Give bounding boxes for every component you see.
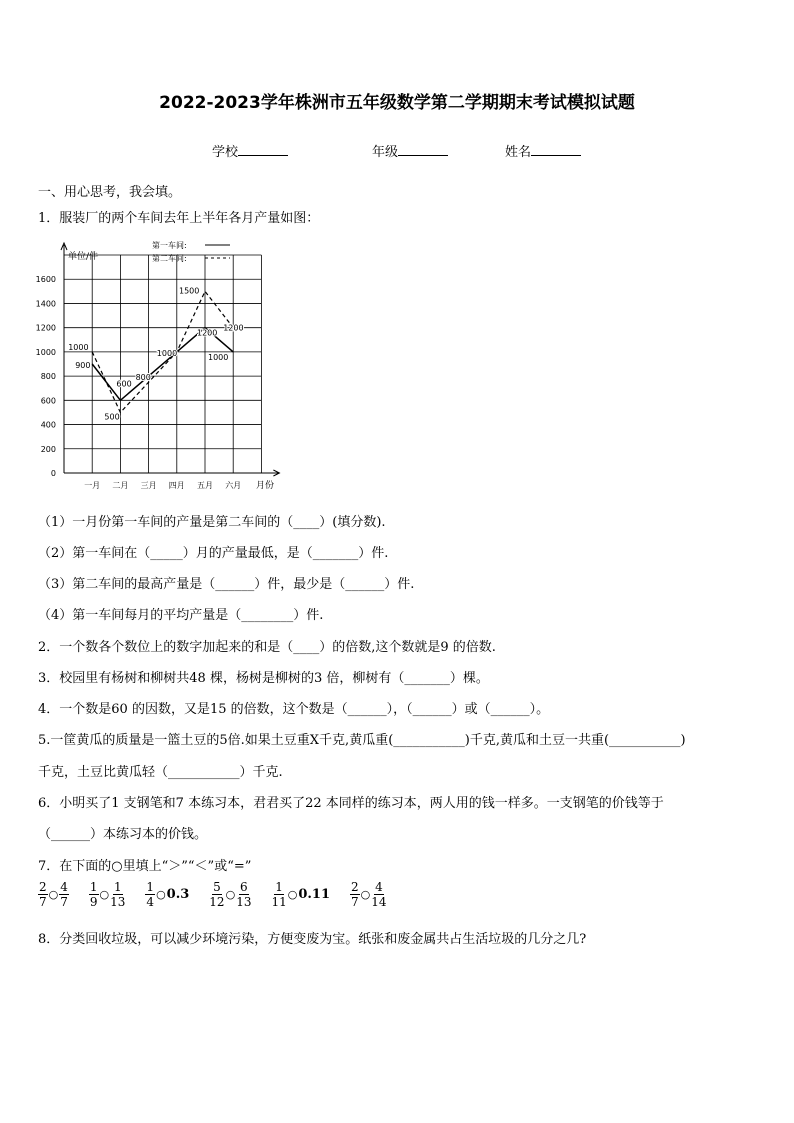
y-tick-label: 200 bbox=[40, 444, 56, 454]
name-blank[interactable] bbox=[531, 143, 581, 156]
compare-circle[interactable]: ○ bbox=[99, 888, 110, 901]
fraction bbox=[89, 880, 99, 909]
y-tick-label: 400 bbox=[40, 420, 56, 430]
school-blank[interactable] bbox=[238, 143, 288, 156]
x-tick-label: 四月 bbox=[168, 481, 185, 490]
question-1-4: （4）第一车间每月的平均产量是（________）件. bbox=[38, 608, 324, 623]
data-labels bbox=[68, 286, 243, 421]
x-tick-label: 一月 bbox=[84, 481, 101, 490]
comparison-item bbox=[209, 880, 251, 909]
grade-label: 年级 bbox=[372, 145, 399, 160]
compare-circle[interactable]: ○ bbox=[360, 888, 371, 901]
question-6-line-2: （______）本练习本的价钱。 bbox=[38, 827, 208, 842]
fraction bbox=[271, 880, 286, 909]
x-axis-label: 月份 bbox=[256, 481, 275, 491]
denominator: 7 bbox=[351, 895, 359, 909]
x-tick-label: 六月 bbox=[225, 481, 242, 490]
question-1-1: （1）一月份第一车间的产量是第二车间的（____）(填分数). bbox=[38, 515, 386, 530]
comparison-item bbox=[89, 880, 126, 909]
section-heading: 一、用心思考，我会填。 bbox=[38, 185, 182, 200]
question-5-line-2: 千克，土豆比黄瓜轻（___________）千克. bbox=[38, 765, 283, 780]
y-tick-label: 1400 bbox=[35, 299, 56, 309]
comparison-item bbox=[350, 880, 387, 909]
denominator: 11 bbox=[271, 895, 287, 909]
data-label: 1000 bbox=[68, 342, 89, 352]
chart-axes bbox=[61, 243, 279, 476]
chart-legend bbox=[152, 240, 230, 263]
denominator: 7 bbox=[39, 895, 47, 909]
fraction bbox=[371, 880, 386, 909]
question-7: 7．在下面的○里填上“＞”“＜”或“=” bbox=[38, 859, 252, 874]
compare-circle[interactable]: ○ bbox=[48, 888, 59, 901]
x-tick-label: 五月 bbox=[197, 481, 213, 490]
y-tick-label: 1600 bbox=[35, 275, 56, 285]
compare-circle[interactable]: ○ bbox=[225, 888, 236, 901]
fraction bbox=[59, 880, 69, 909]
school-label: 学校 bbox=[212, 145, 239, 160]
numerator: 5 bbox=[213, 880, 221, 894]
denominator: 4 bbox=[146, 895, 155, 909]
y-tick-label: 800 bbox=[40, 372, 56, 382]
question-8: 8．分类回收垃圾，可以减少环境污染，方便变废为宝。纸张和废金属共占生活垃圾的几分之几? bbox=[38, 932, 587, 947]
data-label: 800 bbox=[135, 373, 151, 383]
fraction bbox=[209, 880, 224, 909]
fraction bbox=[38, 880, 48, 909]
decimal-value: 0.3 bbox=[166, 887, 190, 902]
numerator: 4 bbox=[375, 880, 383, 894]
fraction bbox=[236, 880, 251, 909]
data-label: 1000 bbox=[156, 348, 178, 358]
name-label: 姓名 bbox=[505, 145, 532, 160]
question-5-line-1: 5.一筐黄瓜的质量是一篮土豆的5倍.如果土豆重X千克,黄瓜重(___________)千克,黄瓜和土豆一共重(___________) bbox=[38, 733, 686, 748]
grade-blank[interactable] bbox=[398, 143, 448, 156]
comparison-item bbox=[145, 880, 189, 909]
data-label: 1200 bbox=[197, 328, 218, 338]
data-label: 500 bbox=[104, 412, 120, 422]
y-tick-label: 1000 bbox=[35, 347, 56, 357]
numerator: 2 bbox=[39, 880, 47, 894]
data-label: 1500 bbox=[179, 286, 200, 296]
decimal-value: 0.11 bbox=[298, 887, 331, 902]
series-line-1 bbox=[92, 328, 233, 401]
question-6-line-1: 6．小明买了1 支钢笔和7 本练习本，君君买了22 本同样的练习本，两人用的钱一样多。一支钢笔的价钱等于 bbox=[38, 796, 664, 811]
compare-circle[interactable]: ○ bbox=[156, 888, 166, 901]
school-field bbox=[212, 141, 288, 160]
grade-field bbox=[372, 141, 448, 160]
y-tick-labels bbox=[36, 275, 56, 478]
legend-label: 第二车间: bbox=[152, 254, 187, 263]
question-1-3: （3）第二车间的最高产量是（______）件，最少是（______）件. bbox=[38, 577, 415, 592]
name-field bbox=[505, 141, 581, 160]
production-line-chart bbox=[30, 235, 290, 495]
x-tick-label: 三月 bbox=[140, 481, 157, 490]
denominator: 13 bbox=[110, 895, 126, 909]
data-label: 1000 bbox=[208, 352, 229, 362]
denominator: 7 bbox=[60, 895, 68, 909]
denominator: 12 bbox=[209, 895, 225, 909]
fraction bbox=[110, 880, 125, 909]
legend-label: 第一车间: bbox=[152, 241, 187, 250]
page-title: 2022-2023学年株洲市五年级数学第二学期期末考试模拟试题 bbox=[159, 93, 635, 113]
numerator: 6 bbox=[240, 880, 248, 894]
question-4: 4．一个数是60 的因数，又是15 的倍数，这个数是（______），（______）或（______）。 bbox=[38, 702, 550, 717]
x-tick-label: 二月 bbox=[112, 481, 129, 490]
numerator: 1 bbox=[113, 880, 122, 894]
data-label: 900 bbox=[75, 361, 91, 370]
fraction bbox=[145, 880, 155, 909]
numerator: 1 bbox=[89, 880, 98, 894]
data-label: 600 bbox=[116, 379, 132, 389]
comparison-item bbox=[271, 880, 330, 909]
denominator: 9 bbox=[89, 895, 98, 909]
numerator: 4 bbox=[60, 880, 68, 894]
fraction bbox=[350, 880, 360, 909]
y-tick-label: 600 bbox=[40, 396, 56, 406]
compare-circle[interactable]: ○ bbox=[287, 888, 298, 901]
question-1-2: （2）第一车间在（_____）月的产量最低，是（_______）件. bbox=[38, 546, 389, 561]
question-3: 3．校园里有杨树和柳树共48 棵，杨树是柳树的3 倍，柳树有（_______）棵。 bbox=[38, 671, 489, 686]
comparison-items bbox=[38, 880, 407, 909]
denominator: 13 bbox=[236, 895, 252, 909]
y-tick-label: 0 bbox=[50, 469, 56, 478]
y-tick-label: 1200 bbox=[35, 323, 56, 333]
y-axis-label: 单位/件 bbox=[68, 252, 99, 262]
numerator: 1 bbox=[146, 880, 155, 894]
comparison-item bbox=[38, 880, 69, 909]
question-1: 1．服装厂的两个车间去年上半年各月产量如图： bbox=[38, 211, 320, 226]
numerator: 2 bbox=[351, 880, 359, 894]
numerator: 1 bbox=[275, 880, 283, 894]
x-tick-labels bbox=[84, 480, 241, 490]
denominator: 14 bbox=[371, 895, 387, 909]
data-label: 1200 bbox=[223, 323, 244, 333]
question-2: 2．一个数各个数位上的数字加起来的和是（____）的倍数,这个数就是9 的倍数. bbox=[38, 640, 496, 655]
